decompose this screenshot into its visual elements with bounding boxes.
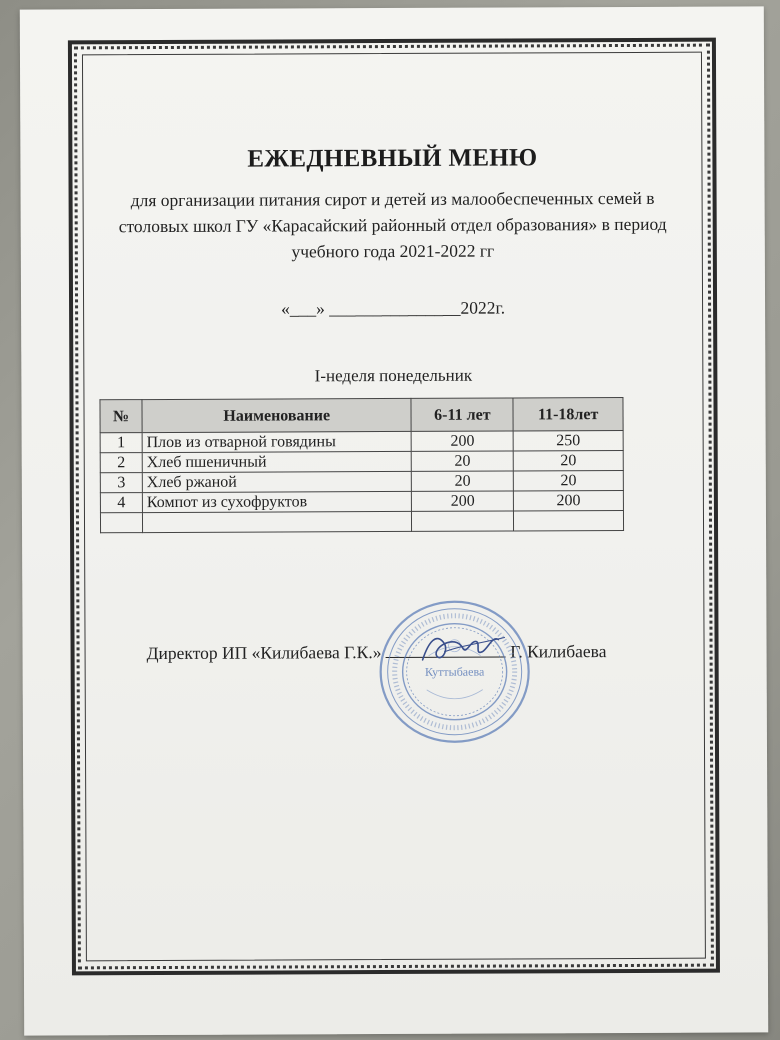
row-portion-11-18: 20 [513,450,623,470]
row-portion-6-11 [412,511,514,531]
handwritten-signature [414,621,510,673]
table-row [100,470,623,492]
row-number: 1 [100,433,142,453]
row-portion-6-11: 20 [412,471,514,491]
row-portion-6-11: 20 [412,451,514,471]
document-subtitle: для организации питания сирот и детей из малообеспеченных семей в столовых школ ГУ «Карасайский районный отдел образования» в период учебного года 2021-2022 гг [118,187,667,262]
table-row [100,430,623,452]
paper-sheet [20,6,768,1035]
menu-table [99,397,624,533]
row-number: 2 [100,453,142,473]
row-portion-6-11: 200 [412,431,514,451]
row-dish-name: Компот из сухофруктов [142,491,412,512]
week-label: I-неделя понедельник [314,365,473,386]
row-number [100,513,142,533]
table-row [100,490,623,512]
header-age-11-18: 11-18лет [513,397,623,430]
row-portion-11-18: 250 [513,430,623,450]
row-dish-name: Плов из отварной говядины [142,431,412,452]
header-number: № [100,400,142,433]
row-number: 3 [100,473,142,493]
row-portion-6-11: 200 [412,491,514,511]
header-name: Наименование [142,398,412,432]
stamp-center-text: Куттыбаева [425,664,485,679]
director-name: Г. Килибаева [510,641,607,662]
header-age-6-11: 6-11 лет [411,398,513,431]
row-portion-11-18 [514,510,624,530]
director-label: Директор ИП «Килибаева Г.К.» [146,642,382,664]
row-number: 4 [100,493,142,513]
row-dish-name: Хлеб ржаной [142,471,412,492]
date-line: «___» _______________2022г. [281,297,506,319]
table-header-row [100,397,623,432]
row-dish-name [142,511,412,532]
table-row [100,450,623,472]
row-portion-11-18: 20 [513,470,623,490]
table-row [100,510,623,532]
document-title: ЕЖЕДНЕВНЫЙ МЕНЮ [247,144,538,173]
row-portion-11-18: 200 [514,490,624,510]
row-dish-name: Хлеб пшеничный [142,451,412,472]
